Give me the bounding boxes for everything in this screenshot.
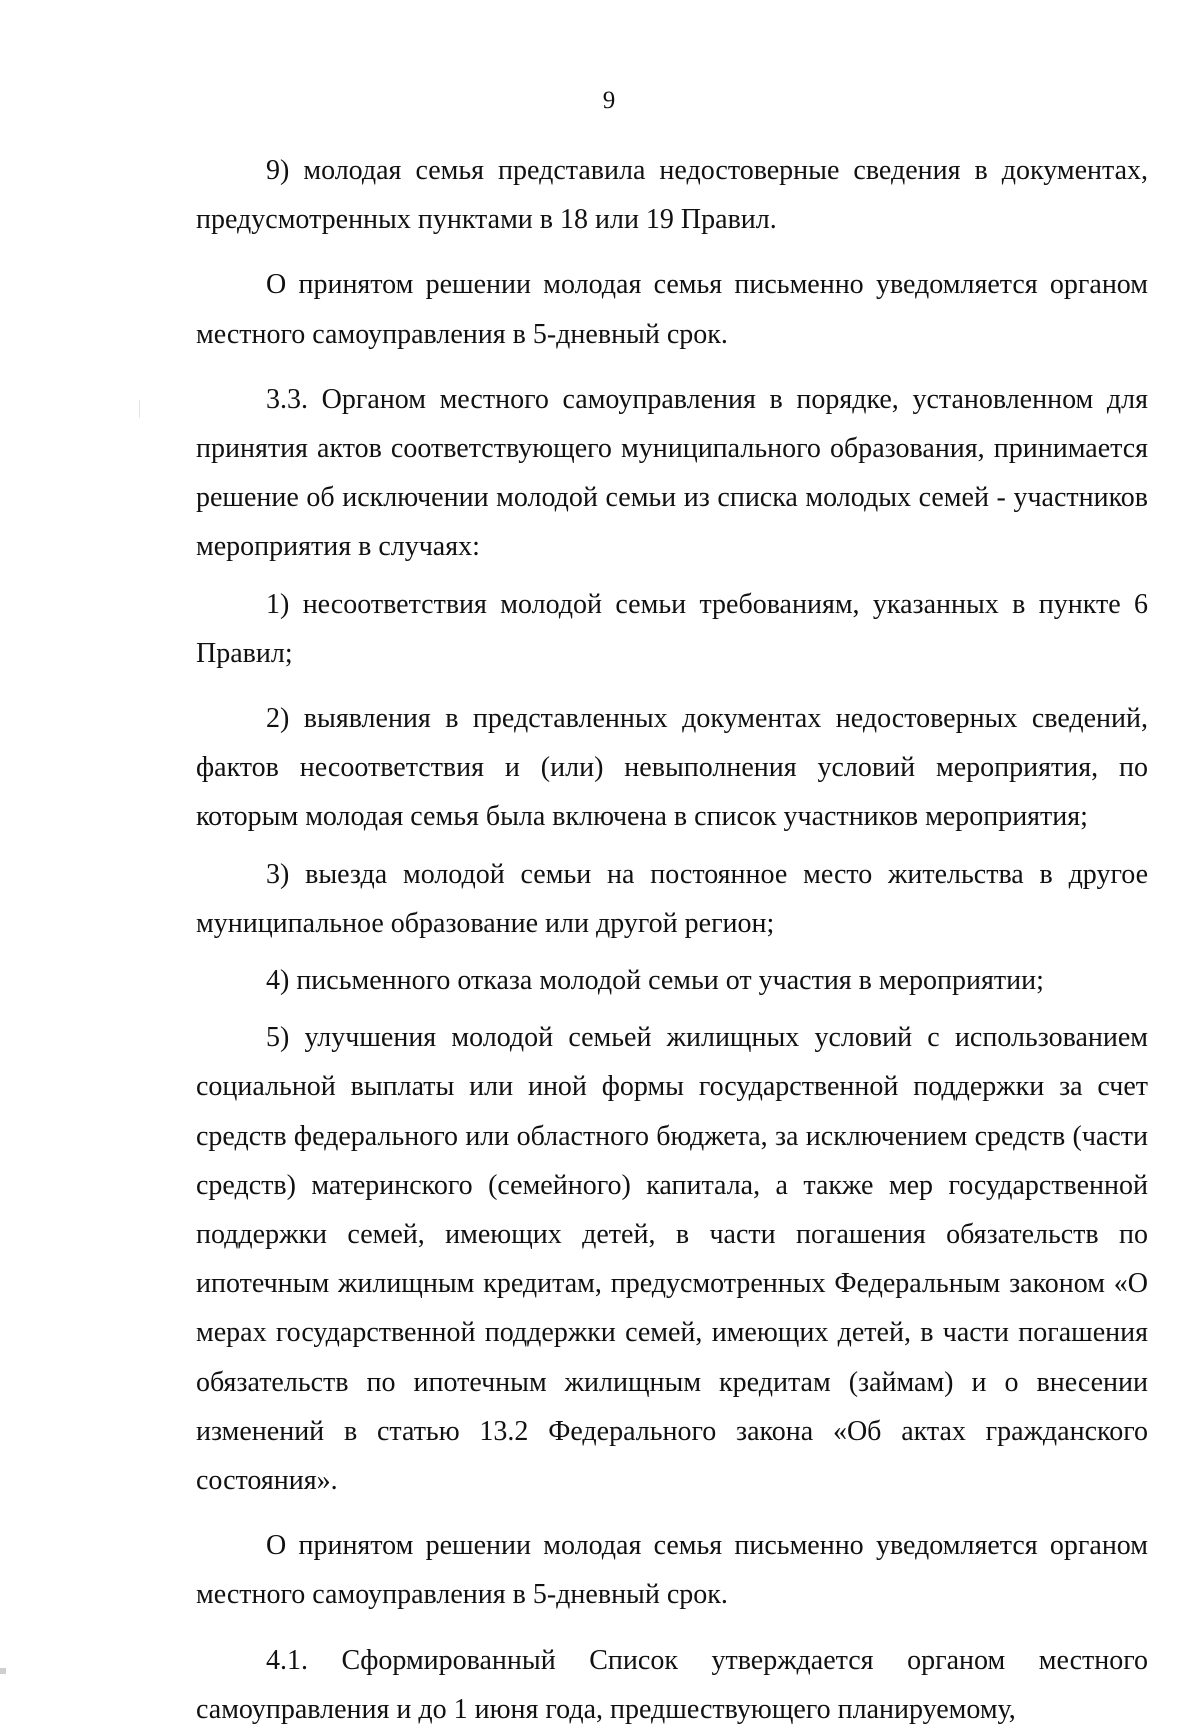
paragraph-section-3-3: 3.3. Органом местного самоуправления в порядке, установленном для принятия актов соответствующего муниципального образования, принимается решение об исключении молодой семьи из списка молодых семей - участников мероприятия в случаях: <box>196 383 1148 563</box>
scan-margin-mark <box>139 400 140 418</box>
paragraph-section-4-1: 4.1. Сформированный Список утверждается органом местного самоуправления и до 1 июня года, предшествующего планируемому, <box>196 1644 1148 1725</box>
paragraph-notification-1: О принятом решении молодая семья письменно уведомляется органом местного самоуправления в 5-дневный срок. <box>196 269 1148 350</box>
scan-corner-mark <box>0 1668 6 1674</box>
paragraph-item-1: 1) несоответствия молодой семьи требованиям, указанных в пункте 6 Правил; <box>196 588 1148 669</box>
paragraph-notification-2: О принятом решении молодая семья письменно уведомляется органом местного самоуправления в 5-дневный срок. <box>196 1530 1148 1611</box>
paragraph-item-2: 2) выявления в представленных документах недостоверных сведений, фактов несоответствия и (или) невыполнения условий мероприятия, по которым молодая семья была включена в список участников мероприятия; <box>196 703 1148 833</box>
document-body <box>196 146 1148 1734</box>
paragraph-item-9: 9) молодая семья представила недостоверные сведения в документах, предусмотренных пунктами в 18 или 19 Правил. <box>196 155 1148 236</box>
paragraph-item-4: 4) письменного отказа молодой семьи от участия в мероприятии; <box>266 965 1044 997</box>
page-number: 9 <box>602 87 616 114</box>
paragraph-item-3: 3) выезда молодой семьи на постоянное место жительства в другое муниципальное образование или другой регион; <box>196 858 1148 939</box>
paragraph-item-5: 5) улучшения молодой семьей жилищных условий с использованием социальной выплаты или иной формы государственной поддержки за счет средств федерального или областного бюджета, за исключением средств (части средств) материнского (семейного) капитала, а также мер государственной поддержки семей, имеющих детей, в части погашения обязательств по ипотечным жилищным кредитам, предусмотренных Федеральным законом «О мерах государственной поддержки семей, имеющих детей, в части погашения обязательств по ипотечным жилищным кредитам (займам) и о внесении изменений в статью 13.2 Федерального закона «Об актах гражданского состояния». <box>196 1022 1148 1497</box>
